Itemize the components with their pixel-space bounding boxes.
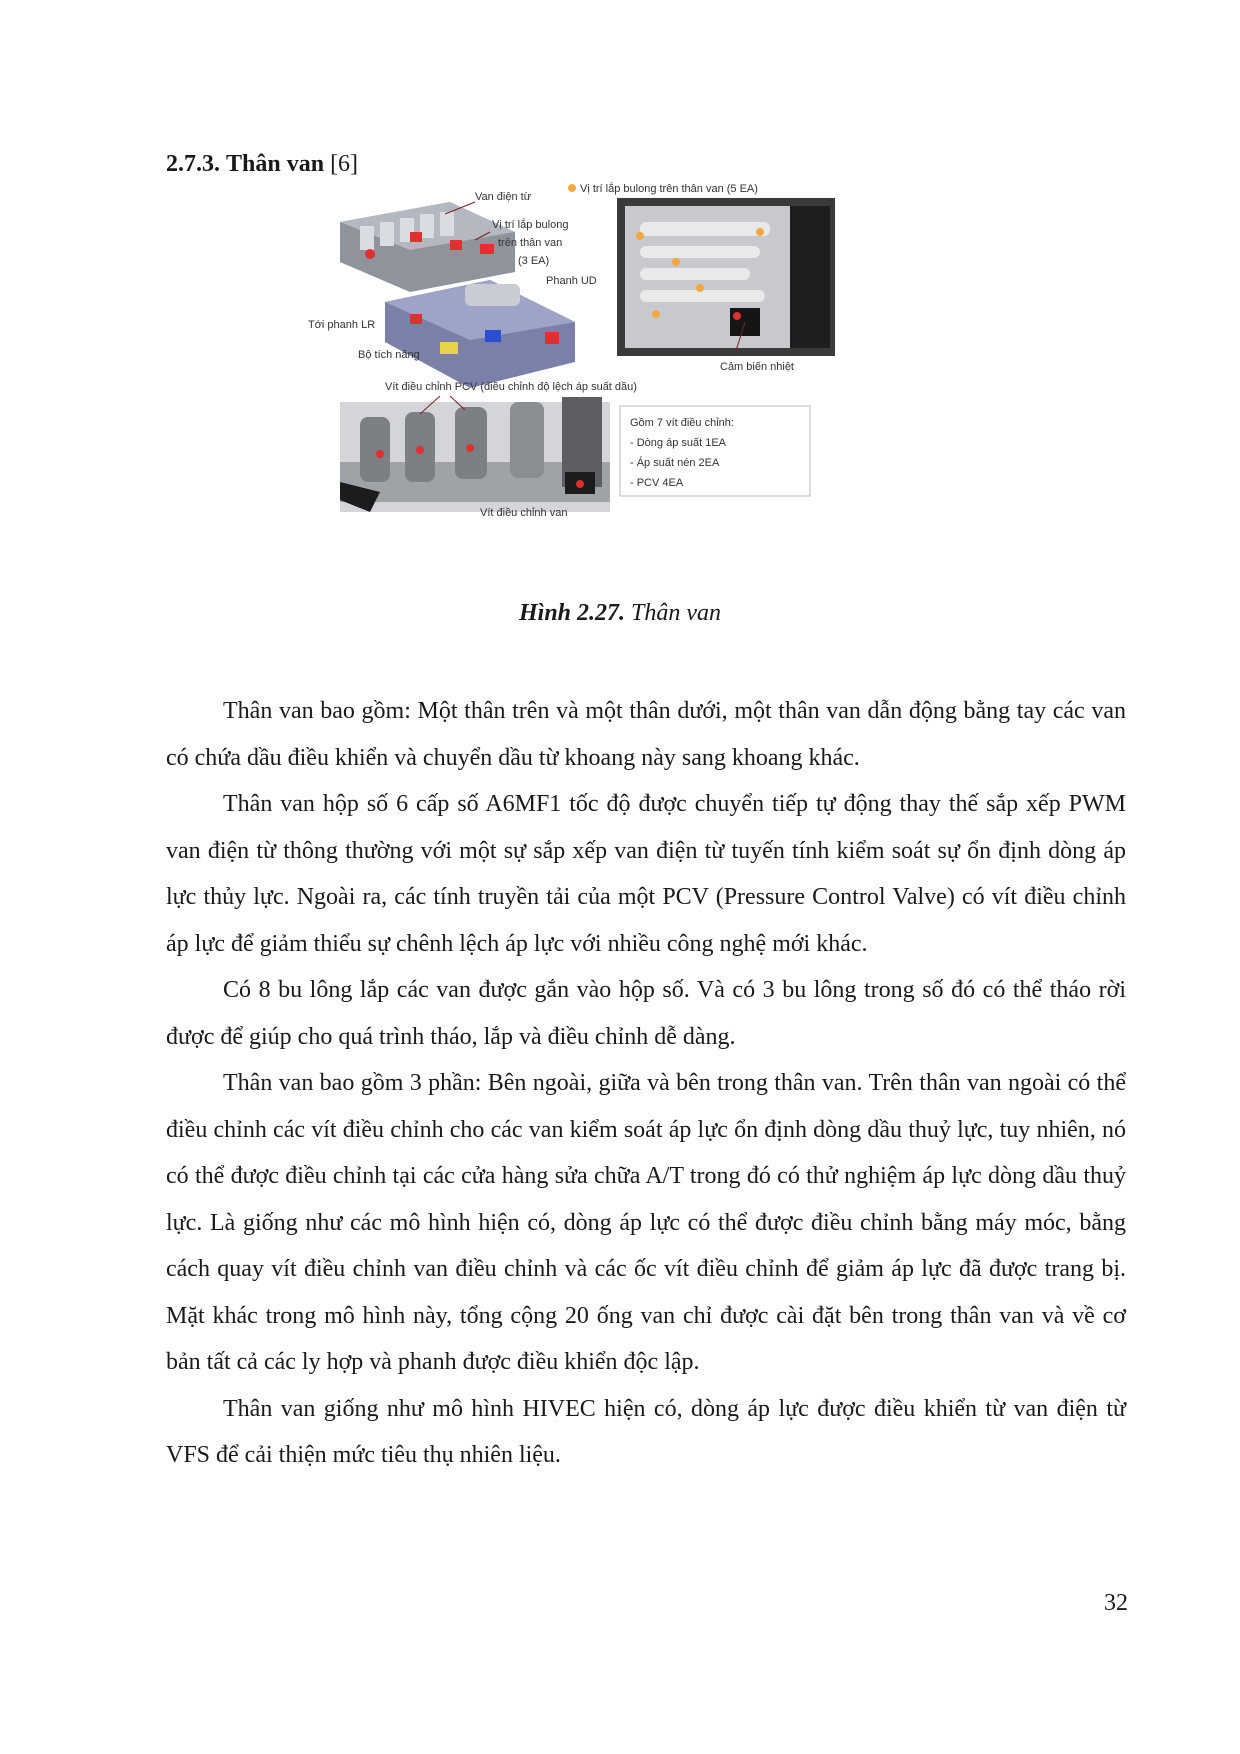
label-accumulator: Bộ tích năng	[358, 349, 420, 361]
section-number: 2.7.3.	[166, 151, 220, 177]
box-item: - Dòng áp suất 1EA	[630, 437, 727, 449]
label-valve-screw: Vít điều chỉnh van	[480, 507, 568, 519]
caption-text: Thân van	[631, 600, 722, 626]
figure-illustration	[308, 183, 940, 584]
lower-valve-body-image	[385, 280, 575, 388]
page-number: 32	[1104, 1590, 1128, 1616]
paragraph: Có 8 bu lông lắp các van được gắn vào hộp số. Và có 3 bu lông trong số đó có thể tháo rời được để giúp cho quá trình tháo, lắp và điều chỉnh dễ dàng.	[166, 977, 1126, 1050]
label-solenoid: Van điện từ	[475, 191, 532, 203]
pcv-screws-photo	[340, 397, 610, 512]
section-title: Thân van	[226, 151, 325, 177]
label-lr-brake: Tới phanh LR	[308, 319, 376, 331]
label-bolt3-line2: trên thân van	[498, 237, 563, 249]
upper-valve-body-image	[340, 202, 515, 292]
valve-body-figure	[308, 183, 940, 584]
section-heading	[166, 148, 358, 180]
box-item: - Áp suất nén 2EA	[630, 457, 720, 469]
paragraph: Thân van giống như mô hình HIVEC hiện có, dòng áp lực được điều khiển từ van điện từ VFS để cải thiện mức tiêu thụ nhiên liệu.	[166, 1395, 1126, 1468]
label-pcv-screw: Vít điều chỉnh PCV (điều chỉnh độ lệch áp suất dầu)	[385, 381, 637, 393]
legend-dot	[568, 184, 576, 192]
figure-caption	[0, 600, 1240, 627]
section-ref: [6]	[330, 151, 359, 177]
box-item: - PCV 4EA	[630, 477, 684, 489]
paragraph: Thân van hộp số 6 cấp số A6MF1 tốc độ được chuyển tiếp tự động thay thế sắp xếp PWM van điện từ thông thường với một sự sắp xếp van điện từ tuyến tính kiểm soát sự ổn định dòng áp lực thủy lực. Ngoài ra, các tính truyền tải của một PCV (Pressure Control Valve) có vít điều chỉnh áp lực để giảm thiểu sự chênh lệch áp lực với nhiều công nghệ mới khác.	[166, 791, 1126, 957]
top-view-photo	[617, 198, 835, 356]
label-bolt-legend: Vị trí lắp bulong trên thân van (5 EA)	[580, 183, 758, 195]
paragraph: Thân van bao gồm 3 phần: Bên ngoài, giữa và bên trong thân van. Trên thân van ngoài có thể điều chỉnh các vít điều chỉnh cho các van kiểm soát áp lực ổn định dòng dầu thuỷ lực, tuy nhiên, nó có thể được điều chỉnh tại các cửa hàng sửa chữa A/T trong đó có thử nghiệm áp lực dòng dầu thuỷ lực. Là giống như các mô hình hiện có, dòng áp lực có thể được điều chỉnh bằng máy móc, bằng cách quay vít điều chỉnh van điều chỉnh và các ốc vít điều chỉnh để giảm áp lực đã được trang bị. Mặt khác trong mô hình này, tổng cộng 20 ống van chỉ được cài đặt bên trong thân van và về cơ bản tất cả các ly hợp và phanh được điều khiển độc lập.	[166, 1070, 1126, 1375]
adjusting-screws-box	[620, 406, 810, 496]
label-ud-brake: Phanh UD	[546, 275, 597, 287]
label-bolt3-line3: (3 EA)	[518, 255, 550, 267]
body-text	[166, 688, 1126, 1479]
paragraph: Thân van bao gồm: Một thân trên và một thân dưới, một thân van dẫn động bằng tay các van có chứa dầu điều khiển và chuyển dầu từ khoang này sang khoang khác.	[166, 698, 1126, 771]
box-title: Gồm 7 vít điều chỉnh:	[630, 417, 734, 429]
label-temp-sensor: Cảm biến nhiệt	[720, 361, 794, 373]
caption-label: Hình 2.27.	[518, 600, 626, 626]
label-bolt3-line1: Vị trí lắp bulong	[492, 219, 569, 231]
